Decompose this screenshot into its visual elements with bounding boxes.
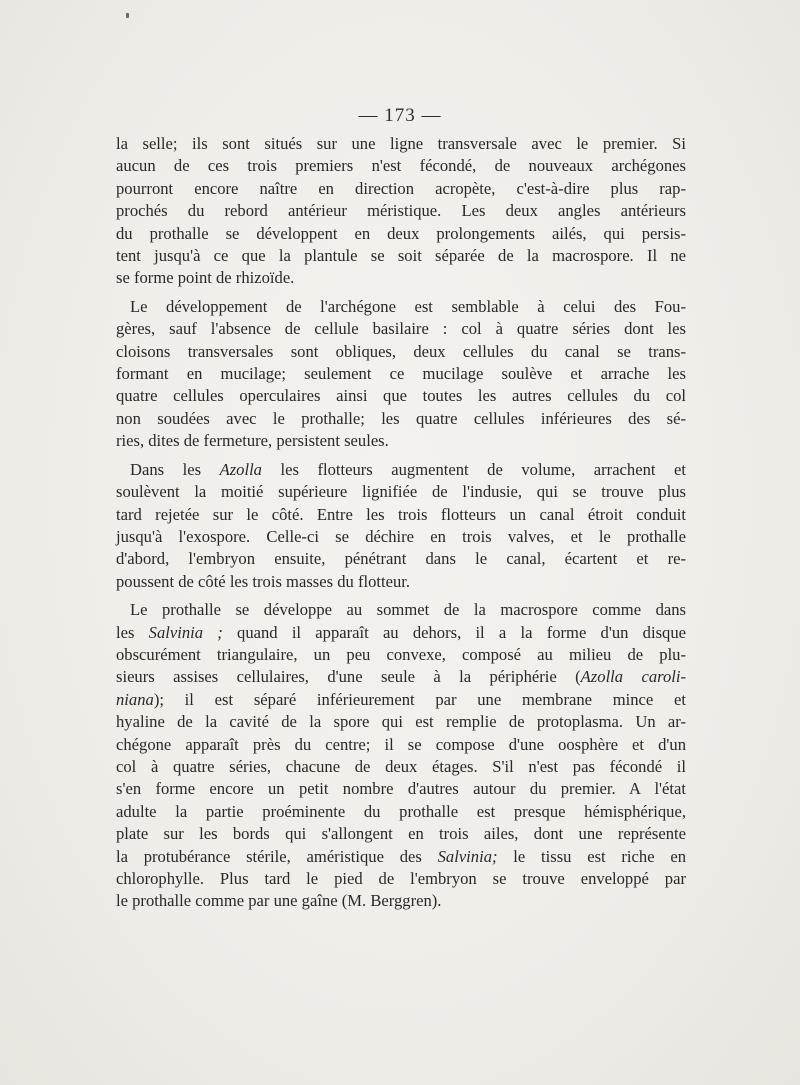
text-line bbox=[116, 689, 686, 711]
text-line: le prothalle comme par une gaîne (M. Berggren). bbox=[116, 891, 442, 911]
text-line bbox=[116, 622, 686, 644]
text-run: sieurs assises cellulaires, d'une seule à la périphérie ( bbox=[116, 667, 581, 687]
text-line: prochés du rebord antérieur méristique. Les deux angles antérieurs bbox=[116, 201, 686, 221]
text-line: col à quatre séries, chacune de deux étages. S'il n'est pas fécondé il bbox=[116, 756, 686, 776]
text-line: chégone apparaît près du centre; il se compose d'une oosphère et d'un bbox=[116, 734, 686, 754]
text-line: s'en forme encore un petit nombre d'autres autour du premier. A l'état bbox=[116, 779, 686, 799]
text-line: se forme point de rhizoïde. bbox=[116, 268, 295, 288]
paragraph-4 bbox=[116, 599, 686, 913]
text-line bbox=[116, 666, 686, 688]
text-line: poussent de côté les trois masses du flotteur. bbox=[116, 571, 411, 591]
text-line: Le prothalle se développe au sommet de la macrospore comme dans bbox=[130, 600, 686, 620]
text-run: ); il est séparé inférieurement par une membrane mince et bbox=[153, 689, 686, 709]
text-line: chlorophylle. Plus tard le pied de l'embryon se trouve enveloppé par bbox=[116, 869, 686, 888]
italic-term: Salvinia ; bbox=[148, 622, 223, 642]
text-line: quatre cellules operculaires ainsi que toutes les autres cellules du col bbox=[116, 386, 686, 406]
text-line: Le développement de l'archégone est semblable à celui des Fou- bbox=[130, 296, 686, 316]
paragraph-2 bbox=[116, 296, 686, 453]
text-line: tent jusqu'à ce que la plantule se soit séparée de la macrospore. Il ne bbox=[116, 246, 686, 266]
italic-term: niana bbox=[116, 689, 154, 709]
text-line: hyaline de la cavité de la spore qui est remplie de protoplasma. Un ar- bbox=[116, 712, 686, 732]
text-line bbox=[116, 459, 686, 481]
text-line: gères, sauf l'absence de cellule basilaire : col à quatre séries dont les bbox=[116, 319, 686, 339]
text-line: cloisons transversales sont obliques, deux cellules du canal se trans- bbox=[116, 341, 686, 361]
text-run: la protubérance stérile, améristique des bbox=[116, 846, 438, 866]
text-run: les flotteurs augmentent de volume, arrachent et bbox=[261, 459, 686, 479]
text-line: d'abord, l'embryon ensuite, pénétrant dans le canal, écartent et re- bbox=[116, 549, 686, 569]
italic-term: Azolla bbox=[219, 459, 262, 479]
text-line: formant en mucilage; seulement ce mucilage soulève et arrache les bbox=[116, 364, 686, 384]
page-number: — 173 — bbox=[358, 105, 442, 126]
text-run: le tissu est riche en bbox=[497, 846, 686, 866]
text-line: pourront encore naître en direction acropète, c'est-à-dire plus rap- bbox=[116, 178, 686, 198]
text-line: jusqu'à l'exospore. Celle-ci se déchire en trois valves, et le prothalle bbox=[116, 526, 686, 546]
text-run: les bbox=[116, 622, 149, 642]
paragraph-3 bbox=[116, 459, 686, 593]
text-line: la selle; ils sont situés sur une ligne transversale avec le premier. Si bbox=[116, 134, 686, 153]
text-line: obscurément triangulaire, un peu convexe, composé au milieu de plu- bbox=[116, 644, 686, 664]
body-text bbox=[116, 133, 686, 913]
italic-term: Azolla caroli- bbox=[580, 667, 686, 687]
text-run: Dans les bbox=[130, 459, 220, 479]
text-line bbox=[116, 846, 686, 868]
paragraph-1 bbox=[116, 133, 686, 290]
text-line: ries, dites de fermeture, persistent seules. bbox=[116, 431, 389, 451]
text-line: du prothalle se développent en deux prolongements ailés, qui persis- bbox=[116, 223, 686, 243]
text-line: tard rejetée sur le côté. Entre les trois flotteurs un canal étroit conduit bbox=[116, 504, 686, 524]
text-line: plate sur les bords qui s'allongent en trois ailes, dont une représente bbox=[116, 824, 686, 844]
italic-term: Salvinia; bbox=[437, 846, 498, 866]
text-line: adulte la partie proéminente du prothalle est presque hémisphérique, bbox=[116, 801, 686, 821]
scan-speck bbox=[126, 13, 129, 18]
text-line: aucun de ces trois premiers n'est fécondé, de nouveaux archégones bbox=[116, 156, 686, 176]
text-line: non soudées avec le prothalle; les quatre cellules inférieures des sé- bbox=[116, 408, 686, 428]
text-line: soulèvent la moitié supérieure lignifiée de l'indusie, qui se trouve plus bbox=[116, 482, 686, 502]
text-run: quand il apparaît au dehors, il a la forme d'un disque bbox=[222, 622, 686, 642]
